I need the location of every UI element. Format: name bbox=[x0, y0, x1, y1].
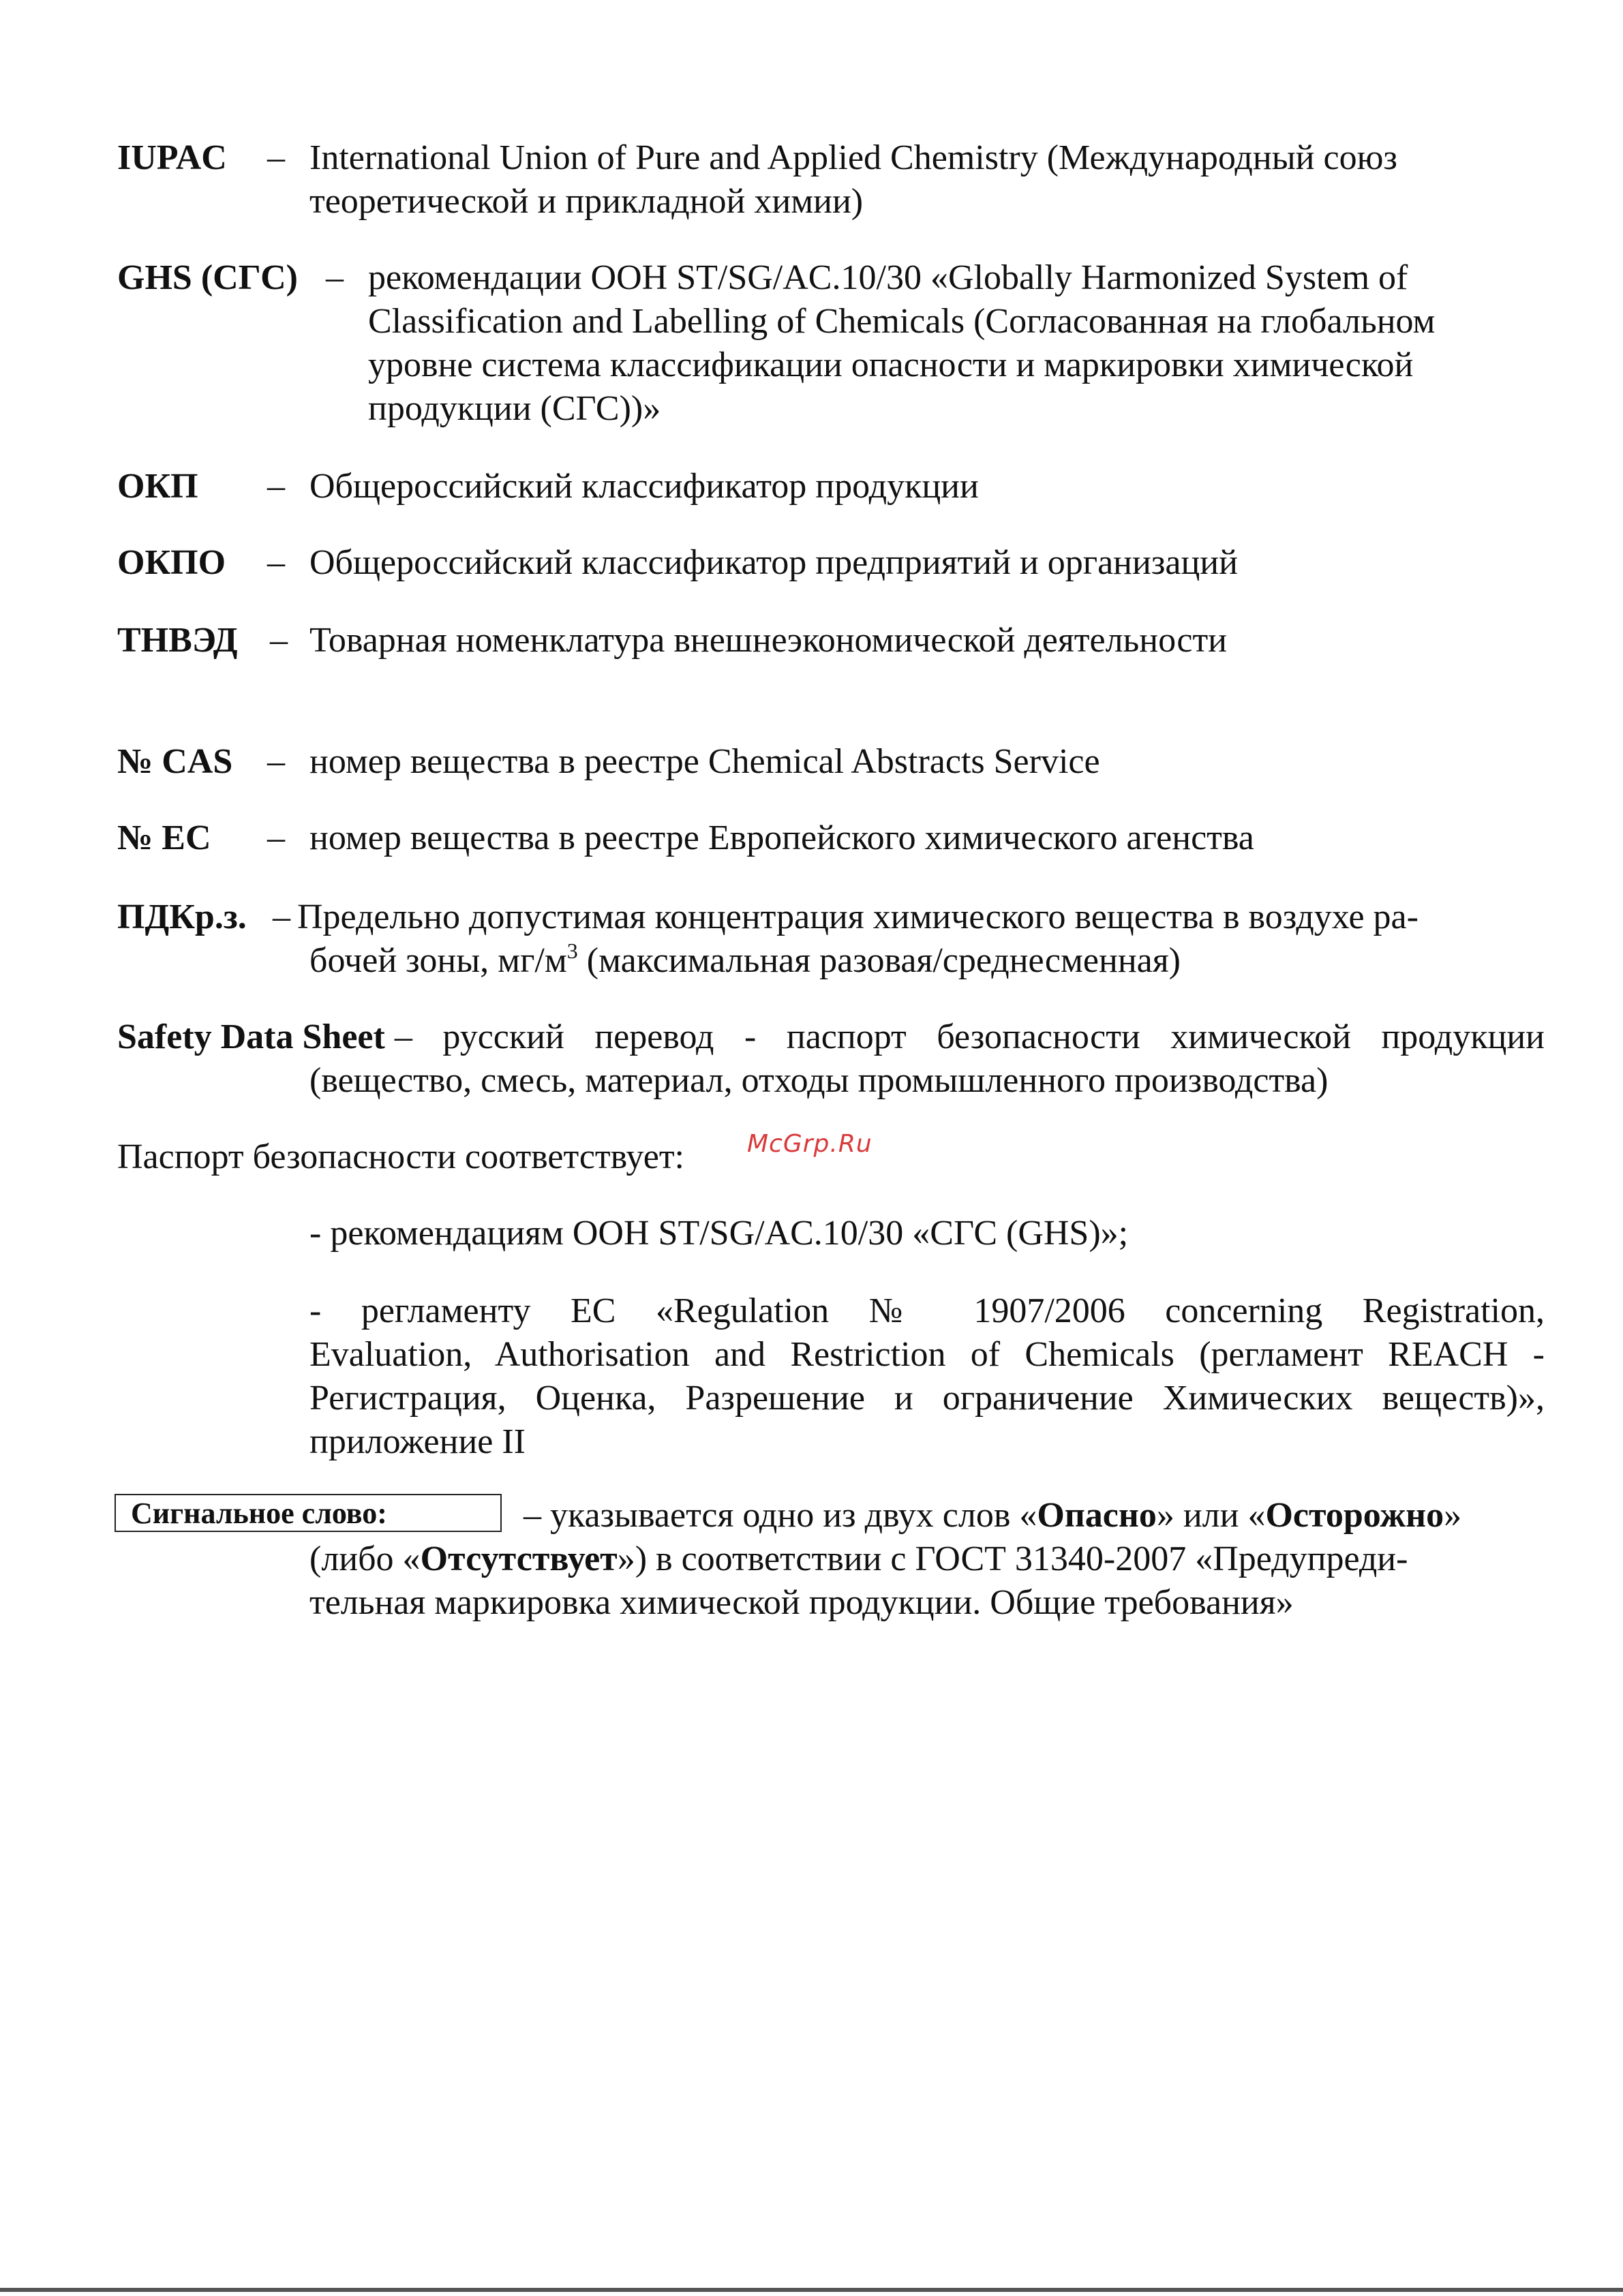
pdk-line2 bbox=[309, 939, 1181, 986]
dash: – bbox=[273, 898, 290, 936]
bottom-scan-edge bbox=[0, 2288, 1623, 2292]
abbr-okp: ОКП bbox=[117, 467, 198, 506]
signal-l1-e: » bbox=[1444, 1496, 1462, 1535]
dash: – bbox=[267, 742, 285, 781]
signal-l1-a: – указывается одно из двух слов « bbox=[524, 1496, 1037, 1535]
cas-text: номер вещества в реестре Chemical Abstracts Service bbox=[309, 742, 1100, 781]
compliance-item2-line2: Evaluation, Authorisation and Restriction of Chemicals (регламент REACH - bbox=[309, 1335, 1545, 1374]
compliance-item1: - рекомендациям ООН ST/SG/AC.10/30 «СГС (GHS)»; bbox=[309, 1214, 1129, 1253]
abbr-tnved: ТНВЭД bbox=[117, 621, 238, 660]
abbr-iupac: IUPAC bbox=[117, 138, 227, 177]
pdk-superscript: 3 bbox=[566, 938, 578, 963]
dash: – bbox=[267, 467, 285, 506]
compliance-item2-line1: - регламенту ЕС «Regulation № 1907/2006 concerning Registration, bbox=[309, 1291, 1545, 1330]
sds-text: – русский перевод - паспорт безопасности химической продукции bbox=[394, 1017, 1545, 1056]
ghs-line3: уровне система классификации опасности и маркировки химической bbox=[368, 346, 1414, 384]
pdk-line2-post: (максимальная разовая/среднесменная) bbox=[577, 941, 1181, 980]
tnved-text: Товарная номенклатура внешнеэкономической деятельности bbox=[309, 621, 1228, 660]
signal-l2-a: (либо « bbox=[309, 1540, 421, 1578]
ec-text: номер вещества в реестре Европейского химического агенства bbox=[309, 818, 1254, 857]
abbr-ghs: GHS (СГС) bbox=[117, 258, 298, 297]
abbr-okpo: ОКПО bbox=[117, 543, 226, 582]
signal-word-danger: Опасно bbox=[1037, 1496, 1157, 1535]
ghs-line2: Classification and Labelling of Chemicals (Согласованная на глобальном bbox=[368, 302, 1436, 341]
abbr-pdk: ПДКр.з. bbox=[117, 898, 247, 936]
iupac-line2: теоретической и прикладной химии) bbox=[309, 182, 864, 221]
okp-text: Общероссийский классификатор продукции bbox=[309, 467, 979, 506]
signal-word-absent: Отсутствует bbox=[420, 1540, 618, 1578]
ghs-line1: рекомендации ООН ST/SG/AC.10/30 «Globally Harmonized System of bbox=[368, 258, 1408, 297]
signal-l1-c: » или « bbox=[1156, 1496, 1266, 1535]
dash: – bbox=[326, 258, 344, 297]
signal-word-label: Сигнальное слово: bbox=[131, 1497, 387, 1530]
compliance-item2-line4: приложение II bbox=[309, 1422, 526, 1461]
dash: – bbox=[270, 621, 288, 660]
signal-line1 bbox=[524, 1494, 1461, 1537]
signal-word-warning: Осторожно bbox=[1265, 1496, 1444, 1535]
abbr-ec: № EC bbox=[117, 818, 211, 857]
watermark: McGrp.Ru bbox=[747, 1130, 873, 1158]
compliance-item2-line3: Регистрация, Оценка, Разрешение и ограничение Химических веществ)», bbox=[309, 1379, 1545, 1418]
signal-l2-c: ») в соответствии с ГОСТ 31340-2007 «Предупреди- bbox=[617, 1540, 1408, 1578]
iupac-line1: International Union of Pure and Applied Chemistry (Международный союз bbox=[309, 138, 1397, 177]
pdk-line1: Предельно допустимая концентрация химического вещества в воздухе ра- bbox=[297, 898, 1419, 936]
pdk-line2-pre: бочей зоны, мг/м bbox=[309, 941, 567, 980]
dash: – bbox=[267, 818, 285, 857]
compliance-intro: Паспорт безопасности соответствует: bbox=[117, 1137, 684, 1176]
dash: – bbox=[267, 138, 285, 177]
dash: – bbox=[267, 543, 285, 582]
signal-word-box bbox=[115, 1494, 502, 1532]
sds-line2: (вещество, смесь, материал, отходы промышленного производства) bbox=[309, 1061, 1329, 1100]
ghs-line4: продукции (СГС))» bbox=[368, 389, 661, 428]
okpo-text: Общероссийский классификатор предприятий и организаций bbox=[309, 543, 1238, 582]
signal-line3: тельная маркировка химической продукции. Общие требования» bbox=[309, 1583, 1294, 1622]
abbr-cas: № CAS bbox=[117, 742, 233, 781]
abbr-sds: Safety Data Sheet bbox=[117, 1017, 385, 1056]
sds-line1 bbox=[117, 1015, 1545, 1059]
signal-line2 bbox=[309, 1537, 1408, 1581]
